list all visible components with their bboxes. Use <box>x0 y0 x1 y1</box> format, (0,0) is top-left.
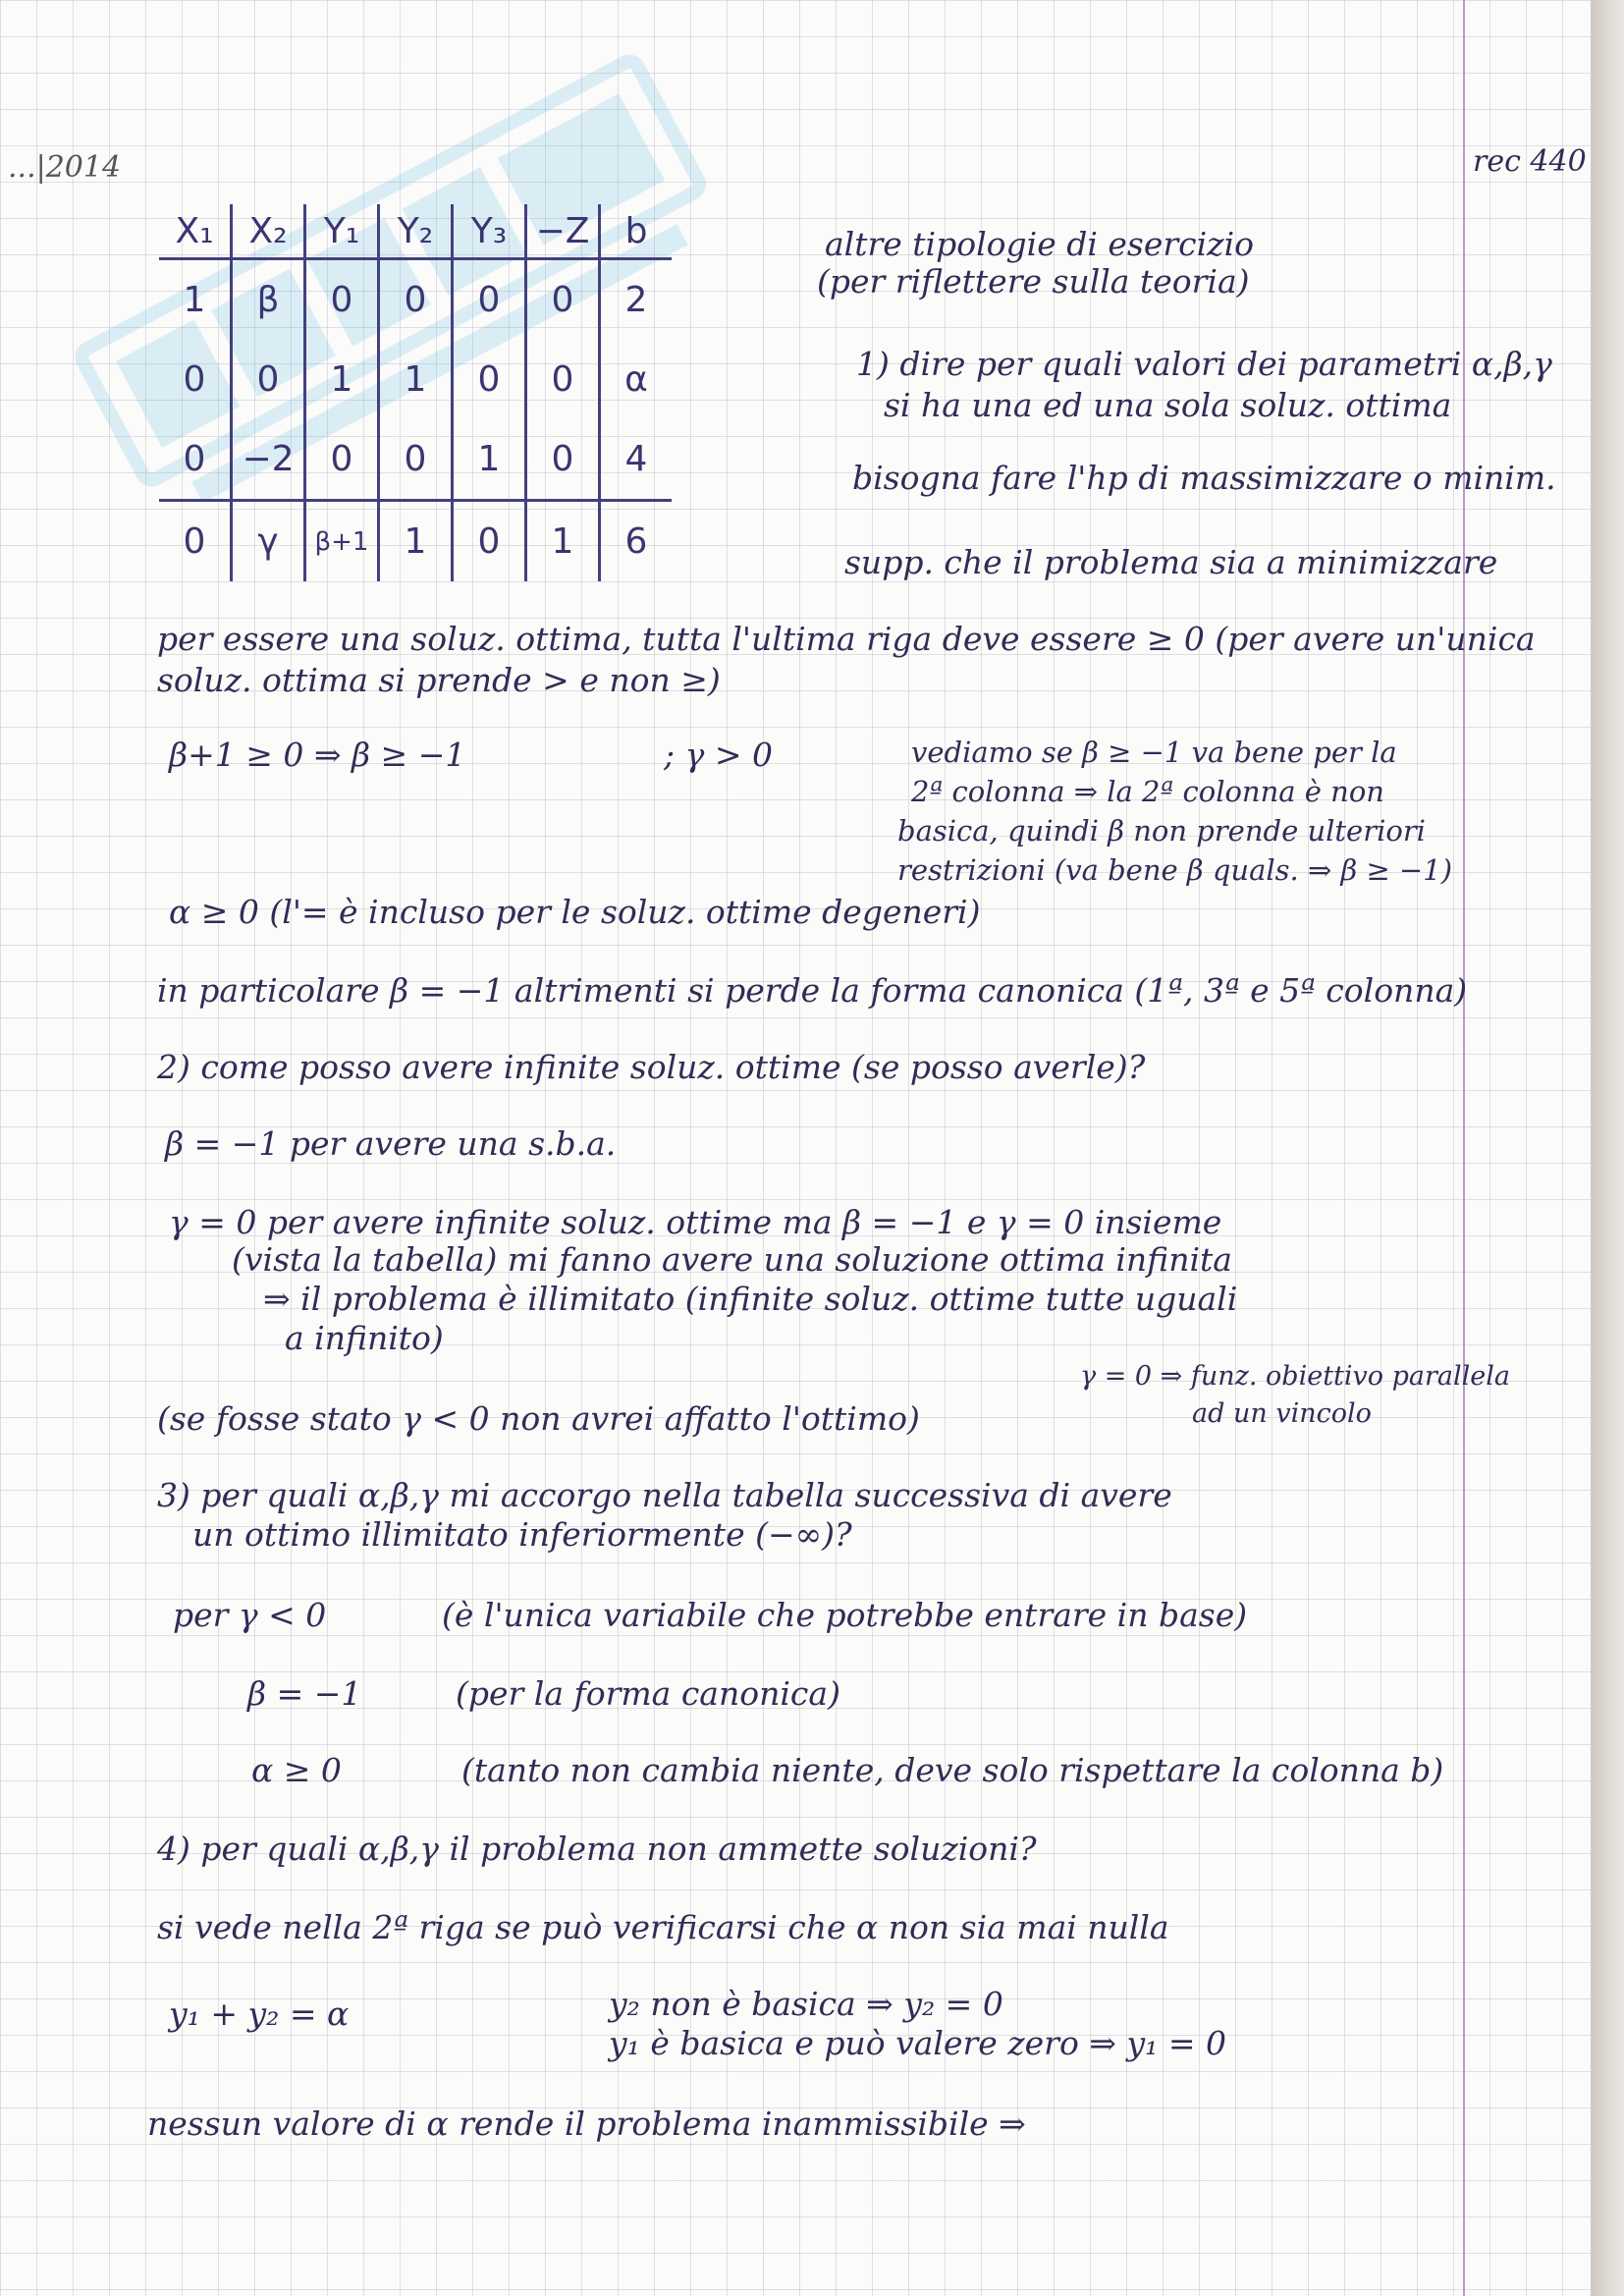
body-line: y₁ + y₂ = α <box>169 1995 350 2033</box>
tableau-cell: 1 <box>379 501 453 582</box>
side-note: restrizioni (va bene β quals. ⇒ β ≥ −1) <box>897 853 1453 887</box>
simplex-tableau <box>159 204 672 581</box>
tableau-cell: 0 <box>305 259 379 341</box>
side-note: γ = 0 ⇒ funz. obiettivo parallela <box>1080 1361 1510 1392</box>
body-line: β = −1 per avere una s.b.a. <box>165 1124 617 1163</box>
tableau-cell: 4 <box>600 419 673 501</box>
tableau-cell: 0 <box>379 259 453 341</box>
side-note: vediamo se β ≥ −1 va bene per la <box>911 736 1397 769</box>
tableau-cell: 0 <box>379 419 453 501</box>
side-note: ad un vincolo <box>1192 1398 1372 1429</box>
tableau-cell: 1 <box>183 280 206 320</box>
tableau-cell: α <box>600 340 673 419</box>
note-line: 1) dire per quali valori dei parametri α,β,γ <box>856 345 1552 383</box>
tableau-cell: 0 <box>183 439 206 479</box>
body-line: (se fosse stato γ < 0 non avrei affatto l'ottimo) <box>157 1399 920 1438</box>
tableau-cell: 0 <box>526 419 600 501</box>
tableau-cell: β <box>232 259 305 341</box>
body-line: (è l'unica variabile che potrebbe entrare in base) <box>442 1596 1248 1634</box>
tableau-cell: γ <box>232 501 305 582</box>
body-line: ; γ > 0 <box>664 736 773 774</box>
tableau-header: Y₁ <box>305 204 379 259</box>
page-reference: rec 440 <box>1473 144 1587 179</box>
body-line: in particolare β = −1 altrimenti si perde la forma canonica (1ª, 3ª e 5ª colonna) <box>157 971 1468 1010</box>
side-note: basica, quindi β non prende ulteriori <box>897 814 1426 847</box>
tableau-cell: 0 <box>183 359 206 400</box>
tableau-cell: −2 <box>232 419 305 501</box>
tableau-cell: 0 <box>453 259 526 341</box>
body-line: ⇒ il problema è illimitato (infinite soluz. ottime tutte uguali <box>263 1280 1238 1318</box>
tableau-cell: 0 <box>526 259 600 341</box>
tableau-cell: 0 <box>159 501 232 582</box>
page-edge <box>1591 0 1624 2296</box>
side-note: 2ª colonna ⇒ la 2ª colonna è non <box>911 775 1384 808</box>
body-line: β+1 ≥ 0 ⇒ β ≥ −1 <box>169 736 466 774</box>
body-line: un ottimo illimitato inferiormente (−∞)? <box>192 1515 852 1554</box>
body-line: a infinito) <box>285 1319 444 1357</box>
tableau-cell: 0 <box>232 340 305 419</box>
date-label: ...|2014 <box>8 150 122 185</box>
body-line: soluz. ottima si prende > e non ≥) <box>157 661 721 699</box>
body-line: y₂ non è basica ⇒ y₂ = 0 <box>609 1985 1003 2023</box>
body-line: per γ < 0 <box>173 1596 327 1634</box>
tableau-cell: 0 <box>305 419 379 501</box>
tableau-header: X₂ <box>232 204 305 259</box>
tableau-cell: 1 <box>305 340 379 419</box>
body-line: (tanto non cambia niente, deve solo rispettare la colonna b) <box>461 1751 1444 1789</box>
tableau-header: −Z <box>526 204 600 259</box>
note-line: bisogna fare l'hp di massimizzare o minim. <box>852 459 1556 497</box>
note-line: si ha una ed una sola soluz. ottima <box>884 386 1452 424</box>
body-line: si vede nella 2ª riga se può verificarsi che α non sia mai nulla <box>157 1908 1169 1946</box>
body-line: α ≥ 0 (l'= è incluso per le soluz. ottime degeneri) <box>169 893 981 931</box>
tableau-row <box>159 259 672 341</box>
body-line: γ = 0 per avere infinite soluz. ottime ma β = −1 e γ = 0 insieme <box>169 1203 1222 1241</box>
body-line: 2) come posso avere infinite soluz. ottime (se posso averle)? <box>157 1048 1146 1086</box>
tableau-cell: 6 <box>600 501 673 582</box>
tableau-objective-row <box>159 501 672 582</box>
tableau-row <box>159 419 672 501</box>
body-line: α ≥ 0 <box>251 1751 342 1789</box>
body-line: (per la forma canonica) <box>456 1674 840 1713</box>
body-line: 4) per quali α,β,γ il problema non ammette soluzioni? <box>157 1830 1037 1868</box>
tableau-header: X₁ <box>159 204 232 259</box>
note-line: supp. che il problema sia a minimizzare <box>844 543 1498 581</box>
note-line: altre tipologie di esercizio <box>825 225 1254 263</box>
tableau-cell: β+1 <box>305 501 379 582</box>
tableau-cell: 1 <box>379 340 453 419</box>
tableau-cell: 0 <box>453 501 526 582</box>
body-line: (vista la tabella) mi fanno avere una soluzione ottima infinita <box>232 1240 1232 1279</box>
tableau-cell: 2 <box>600 259 673 341</box>
tableau-header: Y₂ <box>379 204 453 259</box>
tableau-row <box>159 340 672 419</box>
tableau-cell: 0 <box>453 340 526 419</box>
tableau-cell: 1 <box>526 501 600 582</box>
tableau-header: b <box>600 204 673 259</box>
body-line: nessun valore di α rende il problema inammissibile ⇒ <box>147 2105 1026 2143</box>
tableau-header-row <box>159 204 672 259</box>
body-line: β = −1 <box>247 1674 362 1713</box>
note-line: (per riflettere sulla teoria) <box>817 262 1250 301</box>
body-line: per essere una soluz. ottima, tutta l'ultima riga deve essere ≥ 0 (per avere un'unica <box>157 620 1536 658</box>
tableau-cell: 0 <box>526 340 600 419</box>
body-line: y₁ è basica e può valere zero ⇒ y₁ = 0 <box>609 2024 1226 2062</box>
tableau-cell: 1 <box>453 419 526 501</box>
body-line: 3) per quali α,β,γ mi accorgo nella tabella successiva di avere <box>157 1476 1172 1514</box>
tableau-header: Y₃ <box>453 204 526 259</box>
